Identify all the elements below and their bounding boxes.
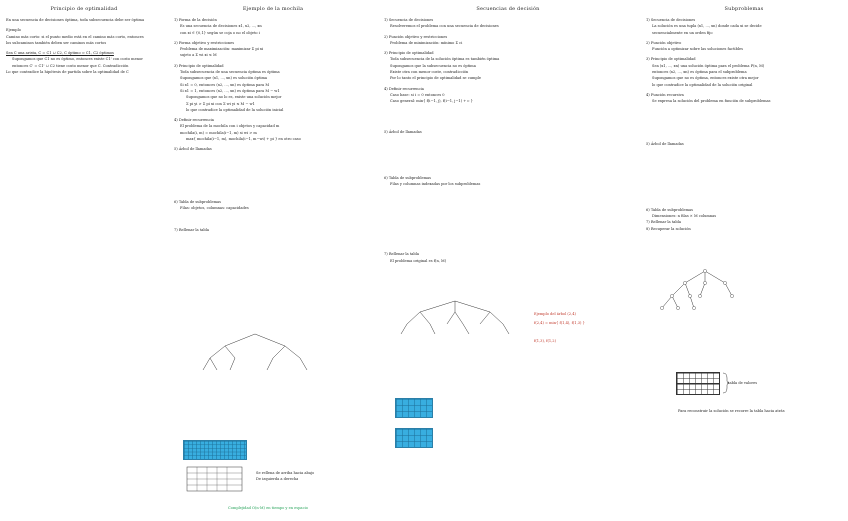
note-line: 6) Tabla de subproblemas [646,207,694,212]
note-line: lo que contradice la optimalidad de la solución original [652,82,753,87]
red-note: f(2,4) = min{ f(1,4), f(1,3) } [534,321,585,325]
note-line: Es una secuencia de decisiones x1, x2, ..., xn [180,24,262,29]
note-line: Toda subsecuencia de una secuencia óptima es óptima [180,70,280,75]
note-line: 6) Tabla de subproblemas [174,199,222,204]
note-line: Caso general: min{ f(i−1, j), f(i−1, j−1) + c } [390,99,473,104]
subproblem-table [395,428,433,448]
subproblem-table [395,398,433,418]
note-line: 2) Función objetivo [646,40,682,45]
note-line: Supongamos que la subsecuencia no es óptima [390,63,476,68]
note-line: lo que contradice la optimalidad de la solución inicial [186,107,284,112]
note-line: entonces (x2, ..., xn) es óptima para el subproblema [652,70,747,75]
note-line: La solución es una tupla (x1, ..., xn) donde cada xi se decide [652,24,762,29]
note-line: 2) Forma objetivo y restricciones [174,40,235,45]
red-note: Ejemplo del árbol (2,4) [534,312,576,316]
note-line: El problema original es f(n, M) [390,258,447,263]
note-line: Dimensiones: n filas × M columnas [652,214,717,219]
note-line: Si x1 = 0, entonces (x2, ..., xn) es óptima para M [180,82,270,87]
note-line: Existe otra con menor coste, contradicción [390,70,469,75]
note-line: Se expresa la solución del problema en función de subproblemas [652,99,771,104]
note-line: 6) Tabla de subproblemas [384,175,432,180]
footer-note: Para reconstruir la solución se recorre la tabla hacia atrás [678,409,785,413]
note-line: 3) Principio de optimalidad [174,63,224,68]
note-line: En una secuencia de decisiones óptima, toda subsecuencia debe ser óptima [6,18,145,22]
call-tree-diagram [395,298,515,338]
note-line: 4) Función recursiva [646,92,684,97]
note-line: 5) Árbol de llamadas [384,129,422,134]
note-line: 7) Rellenar la tabla [174,228,210,233]
knapsack-table [183,440,247,460]
note-line: con xi ∈ {0,1} según se coja o no el objeto i [180,30,260,35]
note-line: 4) Definir recurrencia [174,118,214,123]
note-line: Supongamos que C1 no es óptimo, entonces existe C1' con costo menor [12,57,143,62]
call-tree-diagram [650,268,740,318]
table-note: tabla de valores [728,381,758,385]
note-line: Por lo tanto el principio de optimalidad se cumple [390,76,482,81]
note-line: Filas: objetos, columnas: capacidades [180,205,249,210]
note-line: Problema de maximización: maximizar Σ pi xi [180,47,264,52]
column-title: Principio de optimalidad [50,6,118,12]
note-line: 1) Secuencia de decisiones [646,18,696,22]
fill-note: De izquierda a derecha [256,477,299,481]
note-line: secuencialmente en un orden fijo [652,30,713,35]
note-line: mochila(i, m) = mochila(i−1, m) si wi > m [180,130,257,135]
note-line: Supongamos que no lo es, existe una solución mejor [186,95,282,100]
note-line: Función a optimizar sobre las soluciones factibles [652,47,744,52]
note-line: Sea (x1, ..., xn) una solución óptima para el problema P(n, M) [652,63,765,68]
red-note: f(1,3), f(1,2) [534,339,556,343]
note-line: 5) Árbol de llamadas [646,141,684,146]
note-line: Camino más corto: si el punto medio está en el camino más corto, entonces [6,34,144,39]
note-line: Toda subsecuencia de la solución óptima es también óptima [390,57,500,62]
column-subproblems [640,0,848,521]
note-line: 7) Rellenar la tabla [646,220,682,225]
note-line: Ejemplo [6,28,21,33]
column-optimality-principle [0,0,168,521]
fill-order-table [185,465,245,495]
note-line: 1) Forma de la decisión [174,18,217,22]
fill-note: Se rellena de arriba hacia abajo [256,471,315,475]
note-line: Filas y columnas indexadas por los subproblemas [390,182,481,187]
values-table [676,383,720,395]
note-line: Sea C una arista, C = C1 ∪ C2, C óptimo ⇒ C1, C2 óptimos [6,51,114,56]
note-line: entonces C' = C1' ∪ C2 tiene costo menor que C. Contradicción [12,63,129,68]
call-tree-diagram [195,330,315,375]
note-line: Problema de minimización: mínimo Σ ci [390,40,463,45]
note-line: 4) Definir recurrencia [384,86,424,91]
note-line: Lo que contradice la hipótesis de partida sobre la optimalidad de C [6,70,129,75]
note-line: 1) Secuencia de decisiones [384,18,434,22]
note-line: 7) Rellenar la tabla [384,252,420,257]
note-line: 3) Principio de optimalidad [384,51,434,56]
note-line: Resolveremos el problema con una secuencia de decisiones [390,24,499,29]
column-title: Subproblemas [724,6,764,12]
complexity-note: Complejidad O(n·M) en tiempo y en espacio [228,506,308,510]
note-line: Supongamos que no es óptima, entonces existe otra mejor [652,76,759,81]
note-line: 2) Función objetivo y restricciones [384,34,448,39]
note-line: 5) Árbol de llamadas [174,147,212,152]
column-title: Ejemplo de la mochila [242,6,304,12]
note-line: Supongamos que (x1, ..., xn) es solución óptima [180,76,268,81]
note-line: Σ pi yi > Σ pi xi con Σ wi yi ≤ M − w1 [186,101,255,106]
note-line: 3) Principio de optimalidad [646,57,696,62]
note-line: sujeto a Σ wi xi ≤ M [180,53,217,58]
note-line: Si x1 = 1, entonces (x2, ..., xn) es óptima para M − w1 [180,88,280,93]
note-line: max{ mochila(i−1, m), mochila(i−1, m−wi) + pi } en otro caso [186,137,301,142]
note-line: El problema de la mochila con i objetos y capacidad m [180,124,280,129]
note-line: los subcaminos también deben ser caminos más cortos [6,40,107,45]
note-line: Caso base: si i = 0 entonces 0 [390,92,445,97]
column-title: Secuencias de decisión [476,6,540,12]
note-line: 8) Recuperar la solución [646,226,691,231]
